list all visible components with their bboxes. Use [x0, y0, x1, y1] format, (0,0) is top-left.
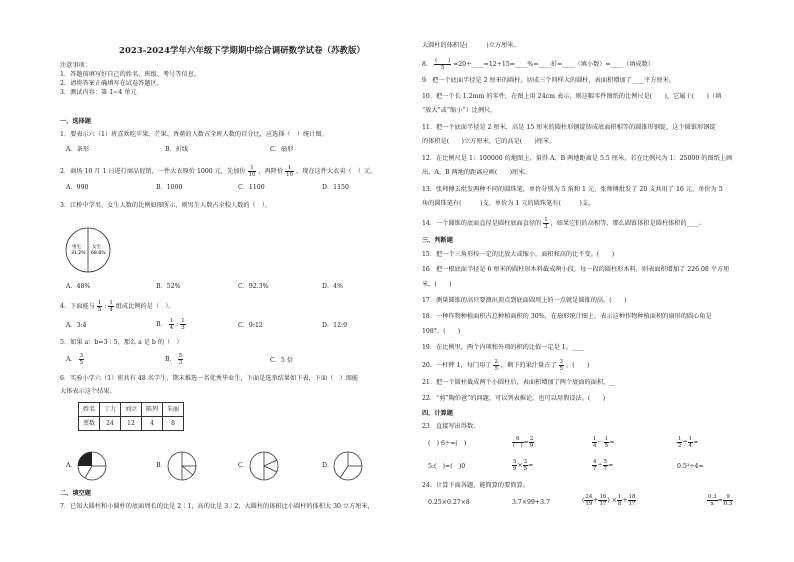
notice-2: 2．请将答案正确填写在试卷答题区。: [60, 80, 163, 87]
question-8: 8． $\frac{( )}{5}$ =20÷____=12÷15=____%=____折=____（填小数）=____（填成数）: [422, 58, 654, 71]
q6-option-d-label[interactable]: D．: [322, 462, 334, 469]
notice-1: 1．答题前填写好自己的姓名、班级、考号等信息。: [60, 71, 201, 78]
question-23: 23．直接写出得数。: [422, 423, 480, 430]
q8-fraction[interactable]: $\frac{( )}{5}$: [435, 58, 451, 71]
question-22: 22．“剪“陶伯爸”的问题，可以列表推论，也可以用假设法。( ): [422, 395, 606, 402]
question-24: 24．计算下面各题，能简算的要简算。: [422, 482, 529, 489]
question-10-line-2: “放大”或“缩小”）比例尺。: [422, 107, 497, 114]
calc-item-7[interactable]: $\frac{4}{7}$ ÷ $\frac{5}{7}$ =: [593, 459, 614, 472]
question-20: 20．一杆秤 1，每门用了 $\frac{2}{5}$ ，剩下的果汁量占了 $\frac{3}{5}$ 。( ): [422, 359, 590, 372]
section-1-heading: 一、选择题: [60, 118, 91, 125]
question-10-line-1: 10．把一个长 1.2mm 的零件，在图上用 24cm 表示，则这幅零件图纸的比例尺是( )，它属于( )（填: [422, 93, 722, 100]
q4-fraction-2: $\frac{1}{4}$: [109, 300, 113, 313]
notice-heading: 注意事项：: [60, 62, 91, 69]
pie-label-female-pct: 68.8%: [91, 251, 106, 256]
table-cell: 24: [100, 417, 121, 431]
q4-option-b[interactable]: B． $\frac{1}{4}$ : $\frac{1}{3}$: [156, 318, 185, 331]
question-17: 17．测量圆锥的高只要测出顶点到底面圆周上的一点就是圆锥的高。( ): [422, 297, 627, 304]
q3-option-d[interactable]: D．4%: [322, 283, 343, 290]
question-12-line-2: 出，A、B 两地的距离应画( )厘米。: [422, 169, 531, 176]
q2-option-a[interactable]: A．990: [66, 184, 89, 191]
compute-item-4[interactable]: $\frac{0.3}{x}$ = $\frac{9}{0.3}$: [708, 494, 733, 507]
q1-option-b[interactable]: B．折线: [165, 146, 189, 153]
compute-item-3[interactable]: ( $\frac{24}{19}$ + $\frac{16}{17}$ ) × $\frac{1}{8}$ + $\frac{18}{17}$: [582, 494, 636, 507]
q6-option-b-label[interactable]: B．: [156, 462, 167, 469]
q5-option-c[interactable]: C．5 倍: [270, 357, 294, 364]
q3-option-b[interactable]: B．52%: [156, 283, 181, 290]
q4-text-a: 4．下面能与: [60, 303, 95, 310]
q2-option-c[interactable]: C．1100: [238, 184, 265, 191]
q14-fraction: $\frac{1}{3}$: [544, 217, 548, 230]
question-11-line-2: 的体积是( )立方厘米，它的高是( )厘米。: [422, 138, 556, 145]
table-cell: 票数: [79, 417, 100, 431]
q5-option-a[interactable]: A． $\frac{3}{5}$: [66, 353, 84, 366]
q1-option-c[interactable]: C．扇形: [270, 146, 294, 153]
calc-item-8[interactable]: 0.5³÷4=: [677, 463, 704, 470]
calc-item-4[interactable]: $\frac{1}{2}$ ÷ $\frac{1}{4}$ =: [678, 436, 699, 449]
page-title: 2023-2024学年六年级下学期期中综合调研数学试卷（苏教版）: [119, 45, 365, 55]
q1-option-a[interactable]: A．条形: [66, 146, 90, 153]
calc-item-5[interactable]: 5:( )=( )0: [428, 463, 466, 470]
left-column: [60, 0, 432, 562]
table-cell: 姓名: [79, 403, 100, 417]
question-15: 15．把一个三角形按一定的比放大或缩小，面积和高的比不变。( ): [422, 251, 615, 258]
q4-fraction-1: $\frac{1}{5}$: [97, 300, 102, 313]
calc-item-2[interactable]: $\frac{6}{( )}$ = $\frac{2}{9}$: [513, 436, 534, 449]
q6-option-d-pie[interactable]: [332, 450, 364, 482]
q3-option-a[interactable]: A．48%: [66, 283, 91, 290]
q4-option-c[interactable]: C．9:12: [238, 322, 263, 329]
question-7: 7．已知大圆柱和小圆柱的底面周长的比是 2∶1，高的比是 3∶2，大圆柱的体积比小圆柱的体积大 30 立方厘米，: [60, 503, 374, 510]
question-16-line-2: 米。( ): [422, 281, 452, 288]
q2-fraction-1: $\frac{1}{10}$: [248, 165, 256, 178]
table-cell: 朱丽: [163, 403, 184, 417]
question-18-line-1: 18．一种作物种植面积占总种植面积的 30%，在扇形统计图上，表示这种作物种植面积的扇形的圆心角是: [422, 313, 712, 320]
question-13-line-2: 角的圆珠笔有( )支，单价为 1 元的圆珠笔有( )支。: [422, 200, 595, 207]
q2-text-c: ，现在这件大衣卖（ ）元。: [295, 168, 377, 175]
table-cell: 陈列: [142, 403, 163, 417]
q6-option-c-pie[interactable]: [248, 450, 280, 482]
q6-option-a-pie[interactable]: [76, 450, 108, 482]
q4-option-d[interactable]: D．12:9: [322, 322, 348, 329]
question-6-line-1: 6．实验小学六（1）班共有 48 名学生，期末推选一名优秀毕业生，下面是选举结果如下表，下面（ ）图能: [60, 375, 359, 382]
q3-option-c[interactable]: C．92.3%: [238, 283, 269, 290]
vote-table: [78, 402, 184, 431]
question-9: 9．把一个底面半径是 2 厘米的圆柱，切成三个同样大的圆柱，表面积增加了____平方厘米。: [422, 77, 676, 84]
right-column: [422, 0, 794, 562]
table-header-row: [79, 403, 184, 417]
q6-option-a-label[interactable]: A．: [66, 462, 77, 469]
question-18-line-2: 108°。( ): [422, 328, 461, 335]
q6-option-b-pie[interactable]: [166, 450, 198, 482]
question-3: 3．江桥中学男、女生人数的比例如图所示，则男生人数占全校人数的（ ）。: [60, 202, 272, 209]
calc-item-6[interactable]: $\frac{5}{9}$ × $\frac{3}{5}$ =: [513, 459, 534, 472]
compute-item-2[interactable]: 3.7×99+3.7: [512, 499, 550, 506]
gender-pie-chart: [64, 226, 114, 276]
question-6-line-2: 大体表示这个结果。: [60, 388, 116, 395]
question-2: [60, 165, 376, 178]
section-4-heading: 四、计算题: [422, 410, 453, 417]
question-16-line-1: 16．把一根底面半径是 6 厘米的圆柱形木料截成两小段，每一段的圆柱形木料，则表面积增加了 226.08 平方厘: [422, 266, 730, 273]
pie-label-male-pct: 31.2%: [71, 251, 86, 256]
calc-item-1[interactable]: ( ) 6÷=( ): [428, 440, 467, 447]
table-cell: 8: [163, 417, 184, 431]
q2-option-b[interactable]: B．1000: [156, 184, 183, 191]
question-4: 4．下面能与 $\frac{1}{5}$ : $\frac{1}{4}$ 组成比例的是（ ）。: [60, 300, 175, 313]
question-11-line-1: 11．把一个底面半径是 2 厘米，高是 15 厘米的圆柱形钢锭铸成底面积相等的圆锥形钢锭，这个圆锥形钢锭: [422, 124, 716, 131]
q2-text-a: 2．商场 10 月 1 日进行商品促销，一件大衣原价 1000 元，先加价: [60, 168, 246, 175]
table-cell: 4: [142, 417, 163, 431]
q7-continued: 大圆柱的体积是( )立方厘米。: [422, 42, 520, 49]
question-14: 14．一个圆锥的底面直径是圆柱底面直径的 $\frac{1}{3}$ ，如果它们的高相等，那么圆锥体积是圆柱体积的____。: [422, 217, 706, 230]
table-cell: 12: [121, 417, 142, 431]
pie-label-female: 女生: [92, 245, 102, 250]
question-1: 1．要表示六（1）班喜欢吃苹果、芒果、香蕉的人数占全班人数的百分比，应选择（ ）统计图。: [60, 131, 328, 138]
q4-text-b: 组成比例的是（ ）。: [115, 303, 175, 310]
question-21: 21．把一个圆柱截成两个小圆柱后，表面积增加了两个底面的面积。__: [422, 379, 616, 386]
q2-option-d[interactable]: D．1150: [322, 184, 349, 191]
table-cell: 丁力: [100, 403, 121, 417]
q2-text-b: ，再降价: [258, 168, 284, 175]
section-2-heading: 二、填空题: [60, 490, 91, 497]
table-row: [79, 417, 184, 431]
question-19: 19．在比例里，两个内项和外项的积的比值一定是 1。____: [422, 344, 585, 351]
question-5: 5．如果 a：b=3∶5，那么 a 是 b 的（ ）: [60, 339, 183, 346]
question-13-line-1: 13．张师傅去批发两种不同的圆珠笔，单价分别为 5 角和 1 元，张师傅批发了 20 支共用了 16 元，单价为 5: [422, 186, 723, 193]
q6-option-c-label[interactable]: C．: [238, 462, 249, 469]
q4-option-a[interactable]: A．3:4: [66, 322, 87, 329]
q2-fraction-2: $\frac{1}{10}$: [286, 165, 293, 178]
section-3-heading: 三、判断题: [422, 237, 453, 244]
q5-option-b[interactable]: B． $\frac{5}{3}$: [165, 353, 183, 366]
question-12-line-1: 12．在比例尺是 1：100000 的地图上，量得 A、B 两地距离是 5.5 厘米，若在比例尺为 1：25000 的图纸上画: [422, 155, 733, 162]
compute-item-1[interactable]: 0.25×0.27×8: [428, 499, 470, 506]
pie-label-male: 男生: [72, 245, 82, 250]
calc-item-3[interactable]: $\frac{1}{4}$ － $\frac{1}{5}$ =: [593, 436, 615, 449]
table-cell: 刘立: [121, 403, 142, 417]
notice-3: 3．测试内容：第 1~4 单元: [60, 89, 137, 96]
